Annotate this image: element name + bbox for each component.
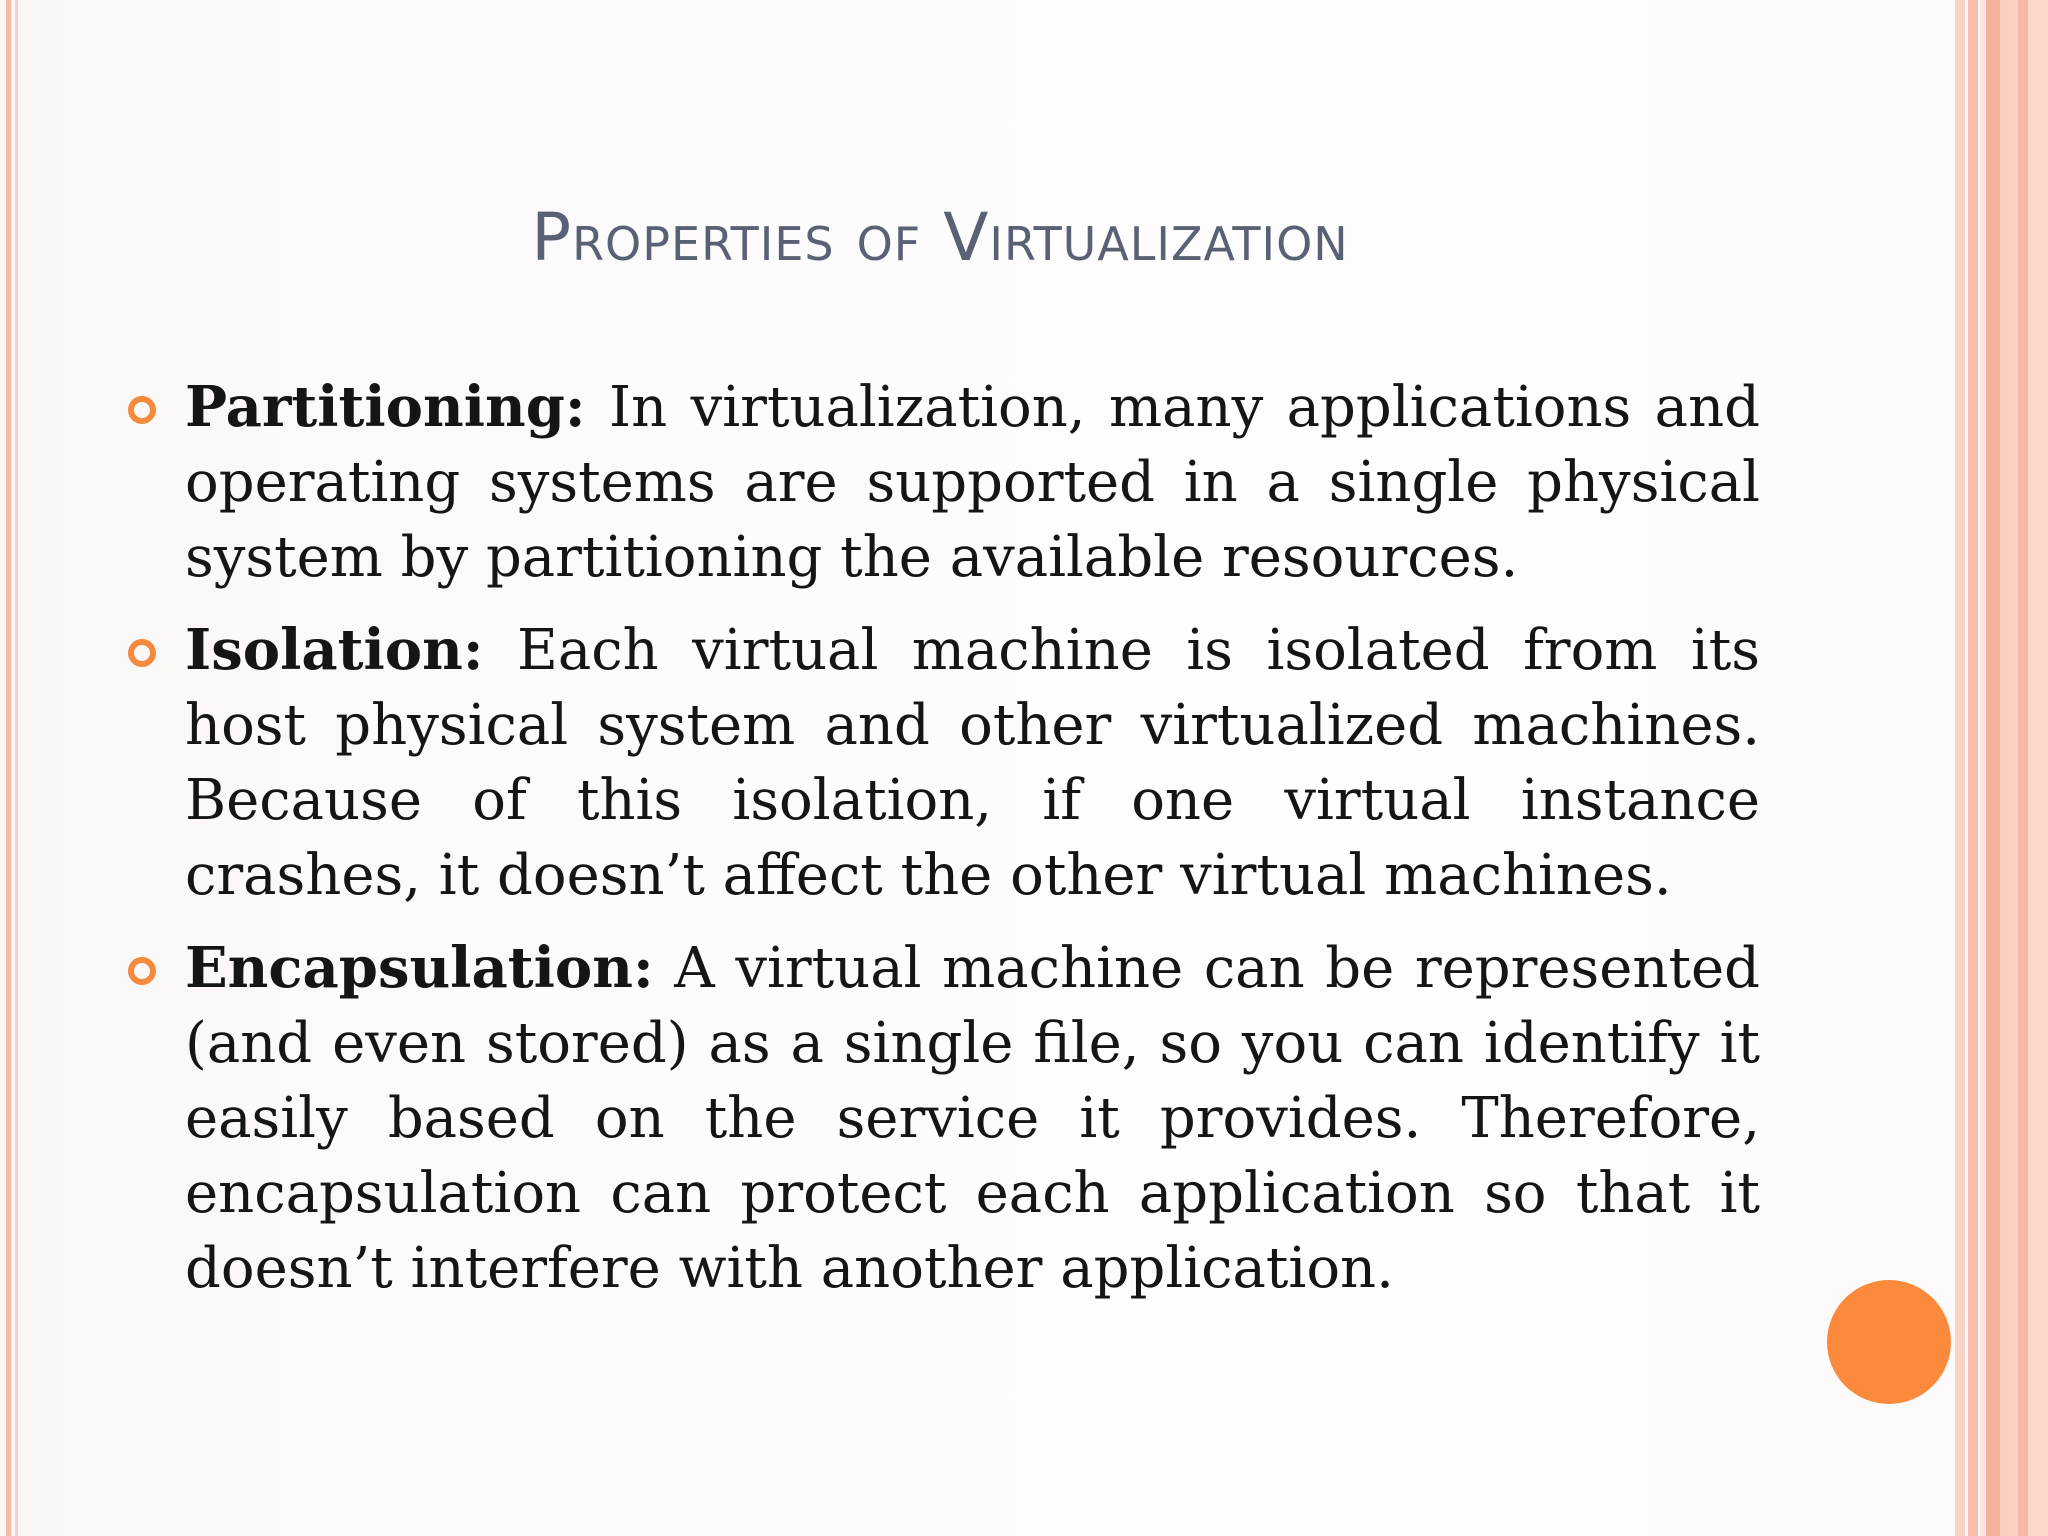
bullet-body: A virtual machine can be represented (and even stored) as a single file, so you can identify it easily based on the service it provides. Therefore, encapsulation can protect each application so that it doesn’t interfere with another application. bbox=[185, 936, 1760, 1301]
bullet-text bbox=[185, 370, 1760, 595]
slide-title: Properties of Virtualization bbox=[531, 199, 1349, 276]
right-decorative-stripe bbox=[2018, 0, 2028, 1536]
decorative-orange-circle bbox=[1827, 1280, 1951, 1404]
bullet-item-isolation bbox=[120, 613, 1760, 913]
right-decorative-stripe bbox=[1986, 0, 2000, 1536]
bullet-body: In virtualization, many applications and operating systems are supported in a single physical system by partitioning the available resources. bbox=[185, 375, 1760, 590]
bullet-item-partitioning bbox=[120, 370, 1760, 595]
bullet-term: Partitioning: bbox=[185, 374, 586, 440]
bullet-body: Each virtual machine is isolated from its host physical system and other virtualized machines. Because of this isolation, if one virtual instance crashes, it doesn’t affect the other virtual machines. bbox=[185, 618, 1761, 908]
bullet-list bbox=[120, 370, 1760, 1324]
circle-bullet-icon bbox=[128, 639, 156, 667]
circle-bullet-icon bbox=[128, 396, 156, 424]
bullet-item-encapsulation bbox=[120, 931, 1760, 1306]
bullet-term: Encapsulation: bbox=[185, 935, 654, 1001]
right-decorative-stripe bbox=[2028, 0, 2048, 1536]
right-decorative-stripe bbox=[1968, 0, 1978, 1536]
bullet-text bbox=[185, 931, 1760, 1306]
circle-bullet-icon bbox=[128, 957, 156, 985]
right-decorative-stripe bbox=[1955, 0, 1965, 1536]
bullet-term: Isolation: bbox=[185, 617, 484, 683]
right-decorative-stripe bbox=[2000, 0, 2018, 1536]
bullet-text bbox=[185, 613, 1760, 913]
